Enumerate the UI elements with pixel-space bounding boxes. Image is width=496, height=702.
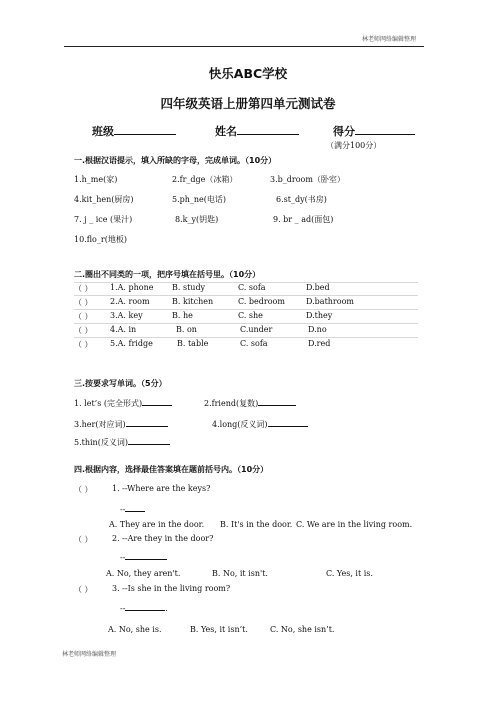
dash: -- <box>120 604 126 613</box>
s3-item <box>204 397 296 409</box>
s3-prompt: 2.friend(复数) <box>204 399 259 408</box>
s3-item <box>74 418 168 430</box>
s2-option: D.no <box>308 325 327 334</box>
s3-item <box>74 436 170 448</box>
s3-item <box>212 418 308 430</box>
s1-item: 10.flo_r(地板) <box>74 235 127 244</box>
s4-option: B. It's in the door. <box>220 520 293 529</box>
s2-option: B. kitchen <box>172 297 214 306</box>
name-blank[interactable] <box>237 123 299 135</box>
answer-paren[interactable]: （ ） <box>74 340 93 349</box>
s1-item: 5.ph_ne(电话) <box>172 195 227 204</box>
s2-option: C. bedroom <box>238 297 285 306</box>
s1-item: 1.h_me(家) <box>74 175 118 184</box>
score-blank[interactable] <box>355 123 415 135</box>
s4-question: 1. --Where are the keys? <box>112 484 211 493</box>
s4-answer-line <box>120 503 145 514</box>
full-score: （满分100分） <box>326 141 382 150</box>
answer-blank[interactable] <box>258 397 296 406</box>
s2-option: B. study <box>172 283 206 292</box>
s2-option: B. table <box>177 339 209 348</box>
divider <box>74 309 418 310</box>
divider <box>74 295 418 296</box>
dash: -- <box>120 553 126 562</box>
s3-prompt: 3.her(对应词) <box>74 420 126 429</box>
class-field[interactable] <box>92 120 176 139</box>
s2-option: D.red <box>308 339 331 348</box>
s4-option: C. No, she isn’t. <box>270 625 335 634</box>
period: . <box>165 604 168 613</box>
s1-item: 9. br _ ad(面包) <box>273 215 334 224</box>
s4-question: 2. --Are they in the door? <box>112 534 214 543</box>
s4-answer-line <box>120 602 168 613</box>
answer-paren[interactable]: （ ） <box>74 312 93 321</box>
answer-blank[interactable] <box>268 418 308 427</box>
s2-option: D.they <box>306 311 333 320</box>
s2-option: C. sofa <box>238 283 266 292</box>
s1-item: 8.k_y(钥匙) <box>175 215 219 224</box>
header-rule <box>64 46 424 47</box>
divider <box>74 337 418 338</box>
s2-option: B. he <box>172 311 193 320</box>
answer-blank[interactable] <box>126 418 168 427</box>
section-4-title: 四.根据内容，选择最佳答案填在题前括号内。（10分） <box>74 465 269 474</box>
s4-option: A. No, she is. <box>108 625 162 634</box>
answer-blank[interactable] <box>125 503 145 512</box>
s2-option: B. on <box>176 325 197 334</box>
s2-option: C. she <box>238 311 263 320</box>
s2-option: 1.A. phone <box>110 283 154 292</box>
s1-item: 6.st_dy(书房) <box>276 195 327 204</box>
answer-blank[interactable] <box>125 551 167 560</box>
s3-prompt: 4.long(反义词) <box>212 420 268 429</box>
s4-answer-line <box>120 551 167 562</box>
school-name: 快乐ABC学校 <box>208 66 288 81</box>
s4-question: 3. --Is she in the living room? <box>112 584 231 593</box>
s2-option: 4.A. in <box>110 325 137 334</box>
score-field[interactable] <box>333 120 415 139</box>
answer-paren[interactable]: （ ） <box>74 585 93 594</box>
s2-option: C.under <box>240 325 273 334</box>
s4-option: C. Yes, it is. <box>326 569 373 578</box>
s2-option: D.bathroom <box>306 297 354 306</box>
name-label: 姓名 <box>215 125 237 138</box>
score-label: 得分 <box>333 125 355 138</box>
s3-prompt: 5.thin(反义词) <box>74 438 128 447</box>
section-1-title: 一.根据汉语提示，填入所缺的字母，完成单词。（10分） <box>74 156 277 165</box>
s3-item <box>74 397 172 409</box>
s2-option: C. sofa <box>240 339 268 348</box>
answer-paren[interactable]: （ ） <box>74 326 93 335</box>
answer-paren[interactable]: （ ） <box>74 535 93 544</box>
s4-option: B. No, it isn't. <box>212 569 268 578</box>
s2-option: D.bed <box>306 283 330 292</box>
s2-option: 2.A. room <box>110 297 150 306</box>
s2-option: 3.A. key <box>110 311 143 320</box>
s3-prompt: 1. let’s (完全形式) <box>74 399 143 408</box>
class-label: 班级 <box>92 125 114 138</box>
s1-item: 2.fr_dge（冰箱） <box>172 175 238 184</box>
s2-option: 5.A. fridge <box>110 339 153 348</box>
answer-paren[interactable]: （ ） <box>74 485 93 494</box>
s1-item: 3.b_droom（卧室） <box>270 175 345 184</box>
header-note: 林老师网络编辑整理 <box>362 36 417 43</box>
s4-option: B. Yes, it isn’t. <box>190 625 248 634</box>
dash: -- <box>120 505 126 514</box>
divider <box>74 323 418 324</box>
exam-title: 四年级英语上册第四单元测试卷 <box>160 96 336 111</box>
section-3-title: 三.按要求写单词。（5分） <box>74 379 167 388</box>
name-field[interactable] <box>215 120 299 139</box>
section-2-title: 二.圈出不同类的一项，把序号填在括号里。（10分） <box>74 270 261 279</box>
s1-item: 4.kit_hen(厨房) <box>74 195 134 204</box>
s4-option: A. They are in the door. <box>109 520 205 529</box>
answer-blank[interactable] <box>128 436 170 445</box>
s1-item: 7. j _ ice (果汁) <box>74 215 133 224</box>
answer-blank[interactable] <box>142 397 172 406</box>
answer-blank[interactable] <box>125 602 165 611</box>
s4-option: C. We are in the living room. <box>296 520 413 529</box>
answer-paren[interactable]: （ ） <box>74 284 93 293</box>
footer-note: 林老师网络编辑整理 <box>62 651 117 658</box>
s4-option: A. No, they aren't. <box>106 569 181 578</box>
answer-paren[interactable]: （ ） <box>74 298 93 307</box>
class-blank[interactable] <box>114 123 176 135</box>
